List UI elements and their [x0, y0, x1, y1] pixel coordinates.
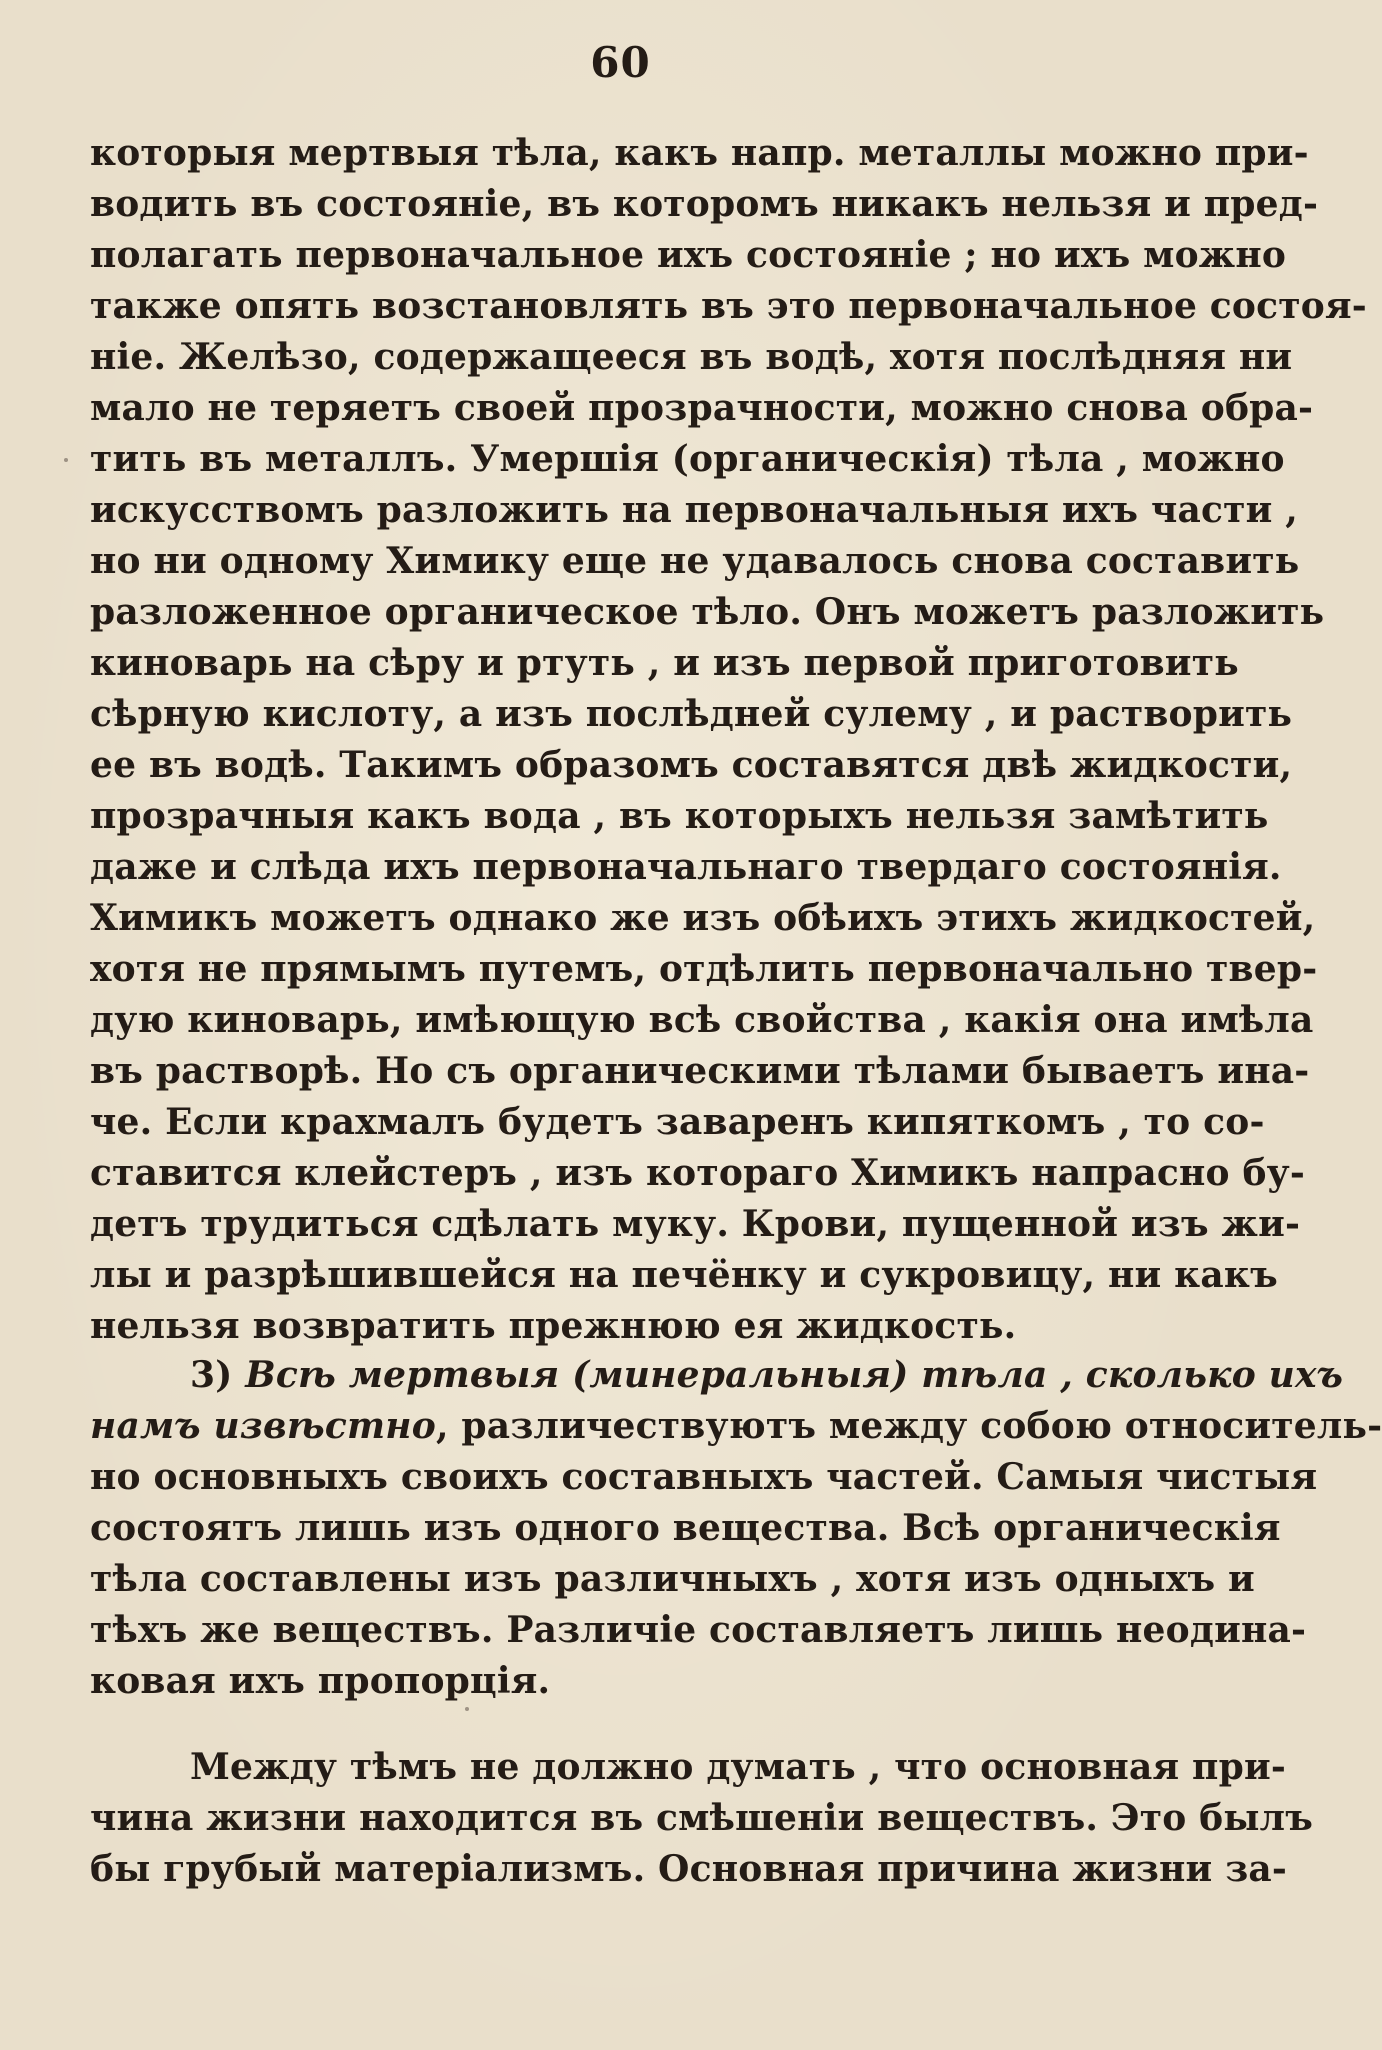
text-line: дую киноварь, имѣющую всѣ свойства , какiя она имѣла — [90, 999, 1314, 1041]
text-line: тѣла составлены изъ различныхъ , хотя изъ одныхъ и — [90, 1558, 1255, 1600]
text-line: водить въ состоянiе, въ которомъ никакъ нельзя и пред- — [90, 183, 1319, 225]
text-line: тѣхъ же веществъ. Различiе составляетъ лишь неодина- — [90, 1609, 1307, 1651]
text-line: въ растворѣ. Но съ органическими тѣлами бываетъ ина- — [90, 1050, 1310, 1092]
text-line: киноварь на сѣру и ртуть , и изъ первой приготовить — [90, 642, 1239, 684]
text-line: ковая ихъ пропорцiя. — [90, 1660, 551, 1702]
text-line: но ни одному Химику еще не удавалось снова составить — [90, 540, 1300, 582]
text-line: чина жизни находится въ смѣшенiи веществъ. Это былъ — [90, 1797, 1314, 1839]
ink-speck — [465, 1707, 469, 1711]
text-line: лы и разрѣшившейся на печёнку и сукровицу, ни какъ — [90, 1254, 1278, 1296]
text-line: сѣрную кислоту, а изъ послѣдней сулему , и растворить — [90, 693, 1293, 735]
text-line: детъ трудиться сдѣлать муку. Крови, пущенной изъ жи- — [90, 1203, 1301, 1245]
text-line: которыя мертвыя тѣла, какъ напр. металлы можно при- — [90, 132, 1309, 174]
text-line: нельзя возвратить прежнюю ея жидкость. — [90, 1305, 1017, 1347]
paragraph-2 — [90, 1350, 1382, 1707]
text-line: искусствомъ разложить на первоначальныя ихъ части , — [90, 489, 1299, 531]
list-number: 3) — [190, 1354, 233, 1396]
italic-lead: Всѣ мертвыя (минеральныя) тѣла , сколько ихъ — [245, 1354, 1344, 1396]
text-line — [90, 1350, 1344, 1401]
text-line: че. Если крахмалъ будетъ заваренъ кипяткомъ , то со- — [90, 1101, 1265, 1143]
text-line: бы грубый матерiализмъ. Основная причина жизни за- — [90, 1848, 1288, 1890]
text-line: тить въ металлъ. Умершiя (органическiя) тѣла , можно — [90, 438, 1285, 480]
text-line: даже и слѣда ихъ первоначальнаго твердаго состоянiя. — [90, 846, 1282, 888]
text-line: хотя не прямымъ путемъ, отдѣлить первоначально твер- — [90, 948, 1318, 990]
text-line: ставится клейстеръ , изъ котораго Химикъ напрасно бу- — [90, 1152, 1306, 1194]
italic-phrase: намъ извѣстно — [90, 1405, 436, 1447]
text-line — [90, 1401, 1382, 1452]
text-span: , различествуютъ между собою относитель- — [435, 1405, 1382, 1447]
text-line: состоятъ лишь изъ одного вещества. Всѣ органическiя — [90, 1507, 1281, 1549]
ink-speck — [64, 458, 68, 462]
text-line: но основныхъ своихъ составныхъ частей. Самыя чистыя — [90, 1456, 1318, 1498]
text-line: Между тѣмъ не должно думать , что основная при- — [190, 1746, 1286, 1788]
text-line: мало не теряетъ своей прозрачности, можно снова обра- — [90, 387, 1314, 429]
paragraph-1 — [90, 128, 1367, 1352]
text-line: также опять возстановлять въ это первоначальное состоя- — [90, 285, 1367, 327]
text-line: полагать первоначальное ихъ состоянiе ; но ихъ можно — [90, 234, 1287, 276]
text-line: Химикъ можетъ однако же изъ обѣихъ этихъ жидкостей, — [90, 897, 1316, 939]
text-line: прозрачныя какъ вода , въ которыхъ нельзя замѣтить — [90, 795, 1269, 837]
text-line: ее въ водѣ. Такимъ образомъ составятся двѣ жидкости, — [90, 744, 1293, 786]
page-number: 60 — [590, 38, 651, 87]
paragraph-3 — [90, 1742, 1314, 1895]
text-line: нiе. Желѣзо, содержащееся въ водѣ, хотя послѣдняя ни — [90, 336, 1293, 378]
text-line: разложенное органическое тѣло. Онъ можетъ разложить — [90, 591, 1325, 633]
